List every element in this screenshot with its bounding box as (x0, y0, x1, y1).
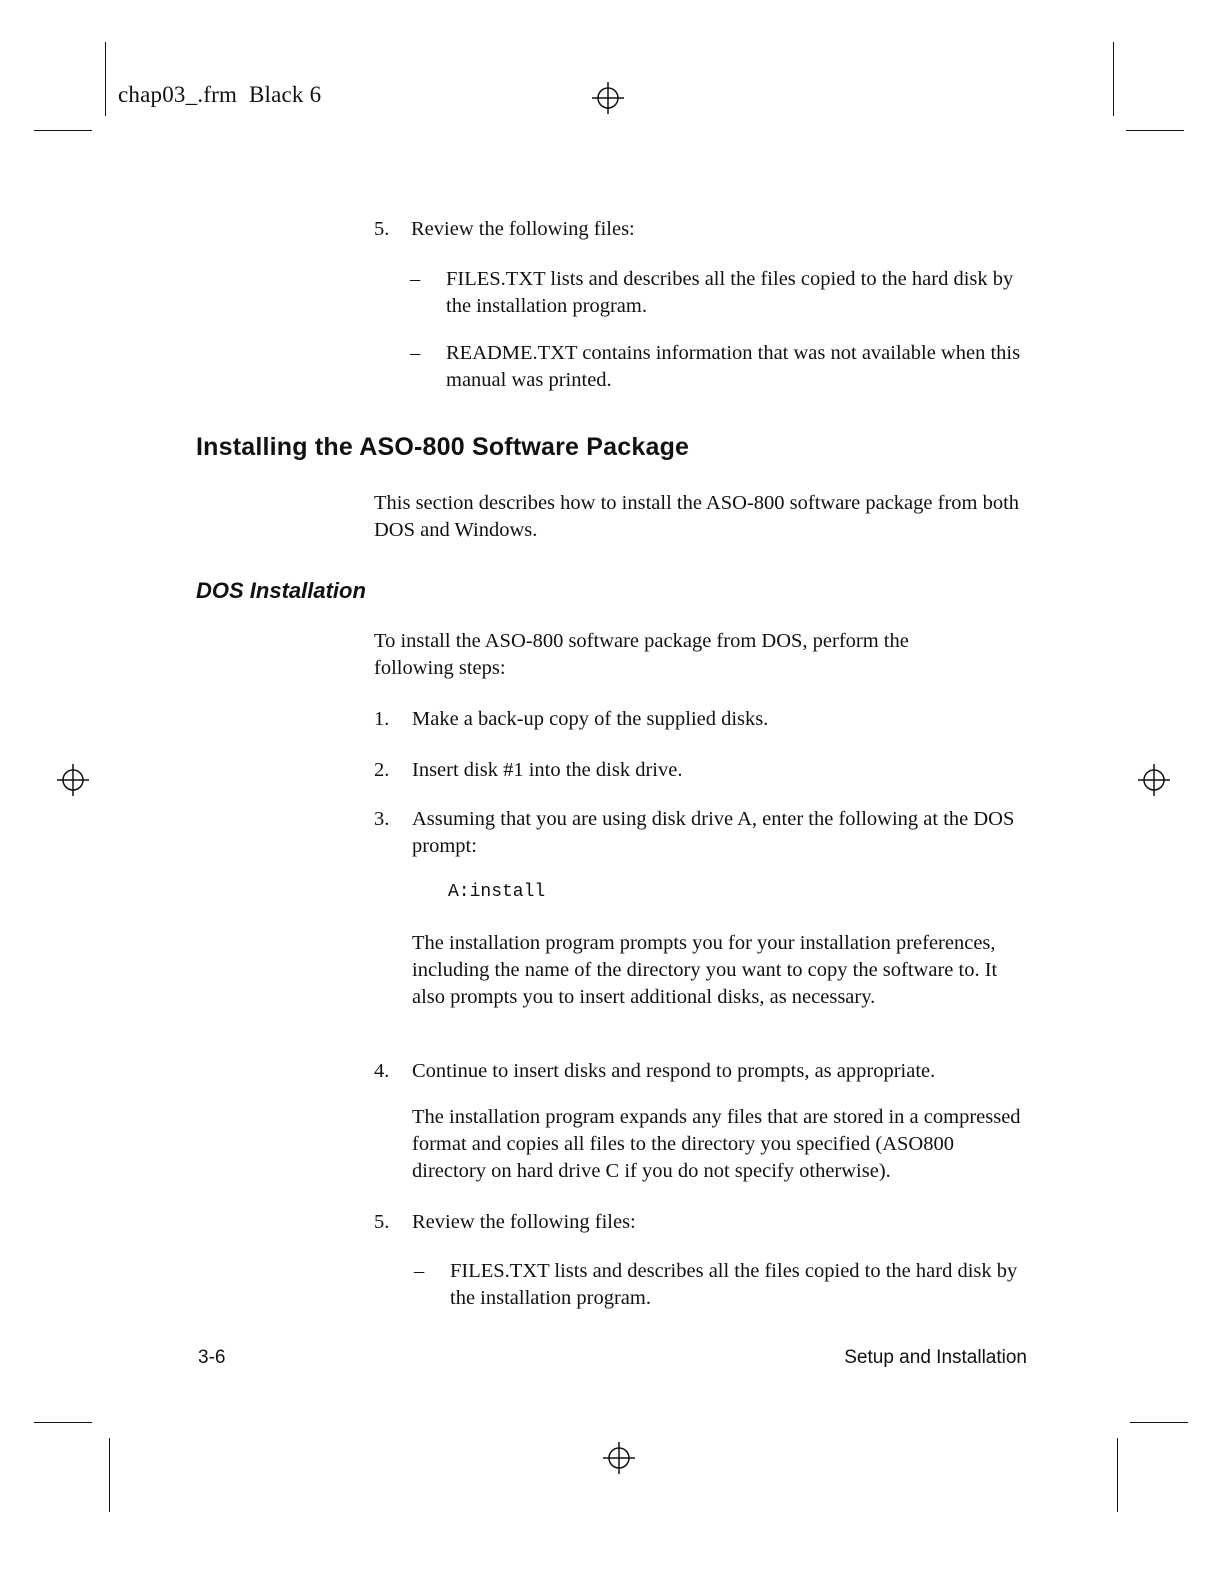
step-4-number: 4. (374, 1060, 390, 1082)
crop-mark-top-left-horizontal (34, 130, 92, 131)
registration-mark-right-icon (1134, 760, 1174, 800)
page-number: 3-6 (198, 1347, 226, 1368)
step-4-note: The installation program expands any files that are stored in a compressed format and copies all files to the directory you specified (ASO800 directory on hard drive C if you do not specify otherwise). (412, 1106, 1021, 1182)
step-5-number: 5. (374, 1211, 390, 1233)
step-1-text: Make a back-up copy of the supplied disks. (412, 708, 769, 730)
crop-mark-bottom-right-vertical (1117, 1438, 1118, 1512)
registration-mark-left-icon (53, 760, 93, 800)
step-4-text: Continue to insert disks and respond to prompts, as appropriate. (412, 1060, 936, 1082)
slug-filename: chap03_.frm (118, 82, 238, 107)
step-1-number: 1. (374, 708, 390, 730)
section-heading: Installing the ASO-800 Software Package (196, 433, 690, 461)
top-bullet-text-1: FILES.TXT lists and describes all the files copied to the hard disk by the installation program. (446, 268, 1014, 317)
bottom-bullet-text: FILES.TXT lists and describes all the files copied to the hard disk by the installation program. (450, 1260, 1018, 1309)
step-2-number: 2. (374, 759, 390, 781)
step-3-note: The installation program prompts you for your installation preferences, including the name of the directory you want to copy the software to. It also prompts you to insert additional disks, as necessary. (412, 932, 998, 1008)
dos-heading: DOS Installation (196, 578, 366, 603)
registration-mark-top-icon (588, 78, 628, 118)
crop-mark-bottom-left-vertical (109, 1438, 110, 1512)
crop-mark-top-left-vertical (105, 42, 106, 116)
chapter-title: Setup and Installation (844, 1347, 1027, 1368)
slug-line (118, 82, 321, 108)
section-intro: This section describes how to install the ASO-800 software package from both DOS and Windows. (374, 492, 1020, 541)
step-2-text: Insert disk #1 into the disk drive. (412, 759, 683, 781)
step-3-number: 3. (374, 808, 390, 830)
step-5-text: Review the following files: (412, 1211, 636, 1233)
slug-color: Black 6 (248, 82, 322, 107)
crop-mark-top-right-vertical (1113, 42, 1114, 116)
top-step-number: 5. (374, 218, 390, 240)
registration-mark-bottom-icon (599, 1438, 639, 1478)
dos-intro: To install the ASO-800 software package from DOS, perform the following steps: (374, 630, 909, 679)
top-bullet-dash-1: – (410, 268, 421, 290)
top-step-text: Review the following files: (411, 218, 635, 240)
install-command: A:install (448, 882, 546, 902)
top-bullet-dash-2: – (410, 342, 421, 364)
bottom-bullet-dash: – (414, 1260, 425, 1282)
crop-mark-bottom-right-horizontal (1130, 1422, 1188, 1423)
top-bullet-text-2: README.TXT contains information that was not available when this manual was printed. (446, 342, 1021, 391)
crop-mark-top-right-horizontal (1126, 130, 1184, 131)
crop-mark-bottom-left-horizontal (34, 1422, 92, 1423)
step-3-text: Assuming that you are using disk drive A, enter the following at the DOS prompt: (412, 808, 1015, 857)
